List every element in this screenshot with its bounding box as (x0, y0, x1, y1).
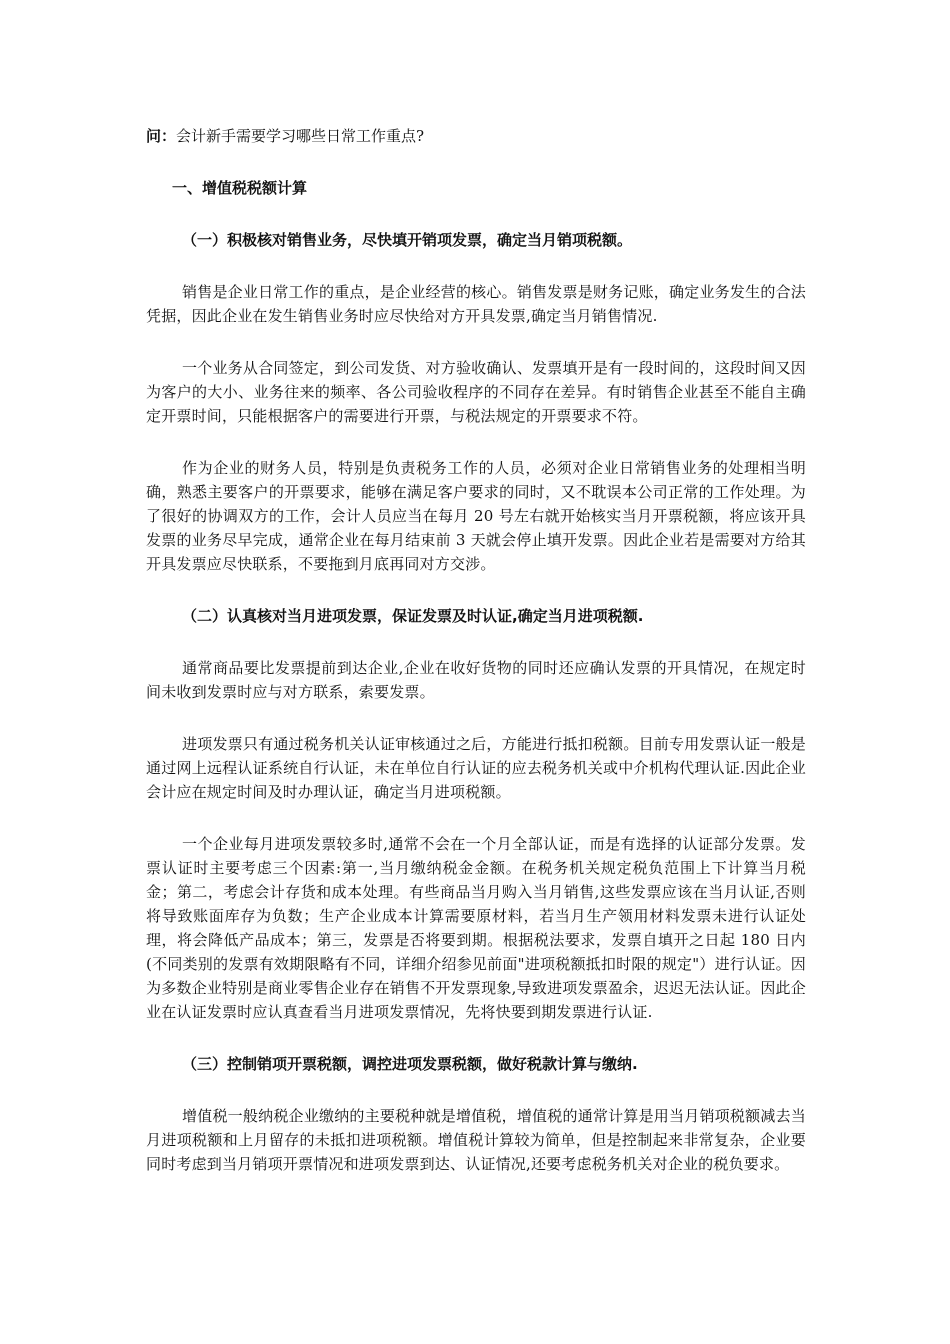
question-line (146, 124, 806, 148)
document-body (146, 124, 806, 1204)
paragraph: 进项发票只有通过税务机关认证审核通过之后，方能进行抵扣税额。目前专用发票认证一般是通过网上远程认证系统自行认证，未在单位自行认证的应去税务机关或中介机构代理认证.因此企业会计应在规定时间及时办理认证，确定当月进项税额。 (146, 735, 806, 801)
paragraph: 通常商品要比发票提前到达企业,企业在收好货物的同时还应确认发票的开具情况，在规定时间未收到发票时应与对方联系，索要发票。 (146, 659, 806, 701)
section-heading: 一、增值税税额计算 (172, 179, 308, 197)
question-label: 问： (146, 127, 177, 145)
paragraph: 一个企业每月进项发票较多时,通常不会在一个月全部认证，而是有选择的认证部分发票。发票认证时主要考虑三个因素:第一,当月缴纳税金金额。在税务机关规定税负范围上下计算当月税金；第二，考虑会计存货和成本处理。有些商品当月购入当月销售,这些发票应该在当月认证,否则将导致账面库存为负数；生产企业成本计算需要原材料，若当月生产领用材料发票未进行认证处理，将会降低产品成本；第三，发票是否将要到期。根据税法要求，发票自填开之日起 180 日内(不同类别的发票有效期限略有不同，详细介绍参见前面"进项税额抵扣时限的规定"）进行认证。因为多数企业特别是商业零售企业存在销售不开发票现象,导致进项发票盈余，迟迟无法认证。因此企业在认证发票时应认真查看当月进项发票情况，先将快要到期发票进行认证. (146, 835, 806, 1021)
paragraph: 销售是企业日常工作的重点，是企业经营的核心。销售发票是财务记账，确定业务发生的合法凭据，因此企业在发生销售业务时应尽快给对方开具发票,确定当月销售情况. (146, 283, 806, 325)
paragraph: 增值税一般纳税企业缴纳的主要税种就是增值税，增值税的通常计算是用当月销项税额减去当月进项税额和上月留存的未抵扣进项税额。增值税计算较为简单，但是控制起来非常复杂，企业要同时考虑到当月销项开票情况和进项发票到达、认证情况,还要考虑税务机关对企业的税负要求。 (146, 1107, 806, 1173)
paragraph: 一个业务从合同签定，到公司发货、对方验收确认、发票填开是有一段时间的，这段时间又因为客户的大小、业务往来的频率、各公司验收程序的不同存在差异。有时销售企业甚至不能自主确定开票时间，只能根据客户的需要进行开票，与税法规定的开票要求不符。 (146, 359, 806, 425)
paragraph: 作为企业的财务人员，特别是负责税务工作的人员，必须对企业日常销售业务的处理相当明确，熟悉主要客户的开票要求，能够在满足客户要求的同时，又不耽误本公司正常的工作处理。为了很好的协调双方的工作，会计人员应当在每月 20 号左右就开始核实当月开票税额，将应该开具发票的业务尽早完成，通常企业在每月结束前 3 天就会停止填开发票。因此企业若是需要对方给其开具发票应尽快联系，不要拖到月底再同对方交涉。 (146, 459, 806, 573)
subsection-heading-1: （一）积极核对销售业务，尽快填开销项发票，确定当月销项税额。 (182, 231, 633, 249)
question-text: 会计新手需要学习哪些日常工作重点? (176, 127, 425, 145)
subsection-heading-3: （三）控制销项开票税额，调控进项发票税额，做好税款计算与缴纳. (182, 1055, 638, 1073)
subsection-heading-2: （二）认真核对当月进项发票，保证发票及时认证,确定当月进项税额. (182, 607, 644, 625)
